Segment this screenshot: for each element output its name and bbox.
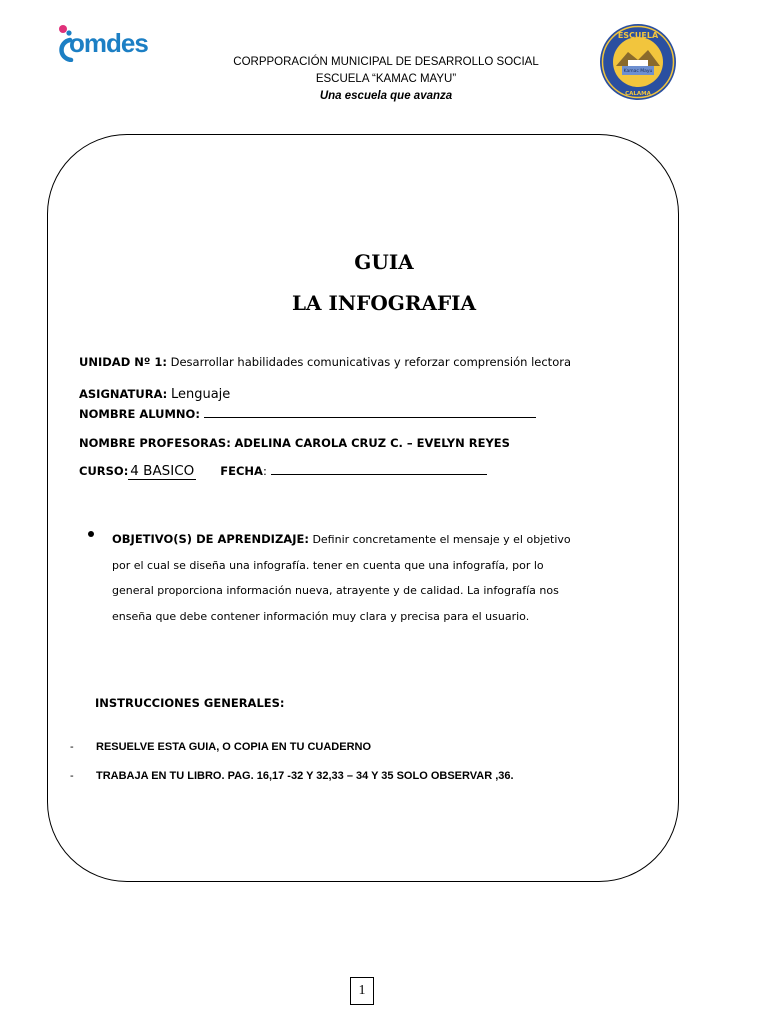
school-name: ESCUELA “KAMAC MAYU”	[315, 73, 457, 85]
nombre-alumno-field[interactable]	[204, 407, 536, 418]
school-seal-icon	[598, 22, 678, 102]
guide-title: GUIA	[354, 250, 414, 274]
fecha-field[interactable]	[271, 464, 487, 475]
instruction-text: TRABAJA EN TU LIBRO. PAG. 16,17 -32 Y 32,33 – 34 Y 35 SOLO OBSERVAR ,36.	[96, 770, 514, 782]
profesoras-label: NOMBRE PROFESORAS:	[79, 436, 231, 450]
asignatura-label: ASIGNATURA:	[79, 387, 168, 401]
instructions-title: INSTRUCCIONES GENERALES:	[95, 696, 285, 710]
asignatura-row	[79, 387, 230, 402]
seal-top-text: ESCUELA	[617, 31, 659, 40]
seal-bottom-text: CALAMA	[625, 91, 651, 97]
page-number: 1	[350, 977, 374, 1005]
school-motto: Una escuela que avanza	[319, 90, 453, 102]
unidad-value: Desarrollar habilidades comunicativas y reforzar comprensión lectora	[170, 355, 572, 369]
objective-bullet-icon	[88, 531, 94, 537]
asignatura-value: Lenguaje	[170, 387, 231, 402]
objective-block	[112, 527, 582, 629]
curso-fecha-row	[79, 463, 487, 480]
profesoras-row	[79, 436, 510, 450]
nombre-alumno-row	[79, 407, 536, 421]
fecha-colon: :	[262, 464, 267, 478]
curso-label: CURSO:	[79, 464, 129, 478]
unidad-label: UNIDAD Nº 1:	[79, 355, 167, 369]
profesoras-value: ADELINA CAROLA CRUZ C. – EVELYN REYES	[234, 436, 510, 450]
institution-name: CORPPORACIÓN MUNICIPAL DE DESARROLLO SOCIAL	[233, 56, 539, 68]
fecha-label: FECHA	[220, 464, 263, 478]
comdes-logo	[56, 22, 146, 64]
institution-header	[150, 54, 622, 105]
unidad-row	[79, 355, 571, 369]
curso-value: 4 BASICO	[130, 463, 195, 479]
nombre-alumno-label: NOMBRE ALUMNO:	[79, 407, 200, 421]
instruction-dash: -	[70, 770, 74, 782]
guide-subtitle: LA INFOGRAFIA	[291, 291, 477, 315]
logo-text: omdes	[69, 28, 148, 58]
school-seal	[598, 22, 678, 102]
seal-middle-text: Kamac Mayu	[623, 69, 653, 74]
instruction-item	[70, 770, 514, 782]
instruction-dash: -	[70, 741, 74, 753]
instruction-text: RESUELVE ESTA GUIA, O COPIA EN TU CUADERNO	[96, 741, 372, 753]
objective-label: OBJETIVO(S) DE APRENDIZAJE:	[112, 532, 309, 546]
objective-text: Definir concretamente el mensaje y el objetivo por el cual se diseña una infografía. tener en cuenta que una infografía, por lo general proporciona información nueva, atrayente y de calidad. La infografía nos enseña que debe contener información muy clara y precisa para el usuario.	[112, 533, 571, 623]
instruction-item	[70, 741, 371, 753]
